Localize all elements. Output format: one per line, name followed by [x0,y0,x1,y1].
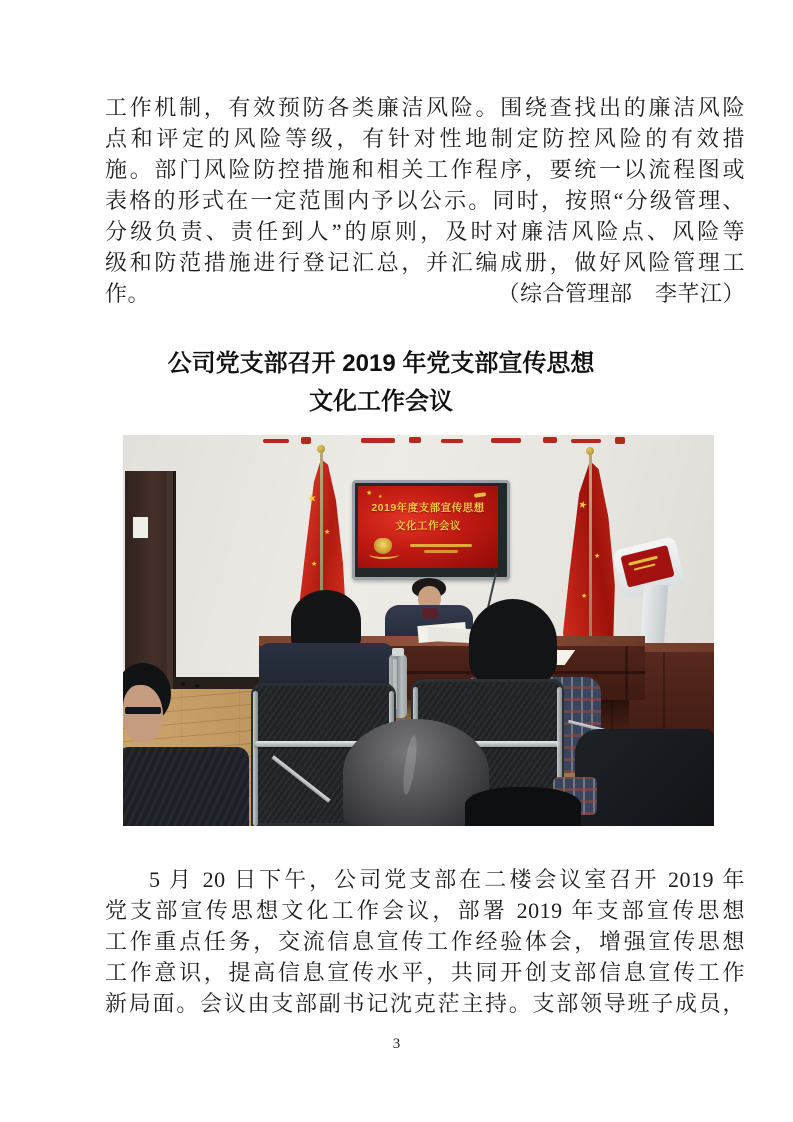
wall-tv [352,480,510,580]
flag-star-icon: ★ [324,528,331,536]
flag-star-icon: ★ [305,490,319,507]
banner-fragment [491,438,521,443]
left-attendee-jacket [123,747,249,826]
slide-subtitle-bar [424,550,458,553]
tv-slide-title-line2: 文化工作会议 [395,520,461,532]
banner-fragment [571,439,601,443]
body-line: 分级负责、责任到人”的原则，及时对廉洁风险点、风险等 [105,219,745,244]
previous-article-paragraph [105,0,745,309]
body-last-line [105,278,745,309]
flag-star-icon: ★ [581,592,588,600]
slide-star-icon: ★ [366,489,373,497]
body-line: 工作重点任务，交流信息宣传工作经验体会，增强宣传思想 [105,929,745,954]
tv-screen [358,486,498,568]
kiosk-text-bar [634,563,656,570]
body-line: 党支部宣传思想文化工作会议，部署 2019 年支部宣传思想 [105,898,745,923]
floor-mark [195,684,199,688]
last-line-text: 作。 [105,281,151,306]
left-attendee-face [123,685,163,743]
body-line: 点和评定的风险等级，有针对性地制定防控风险的有效措 [105,126,745,151]
emblem-swoosh [369,550,399,559]
flag-star-icon: ★ [594,552,601,560]
banner-fragment [409,437,421,443]
meeting-photo [123,435,714,826]
page-number: 3 [392,1036,401,1052]
door-sign [133,517,148,538]
body-line: 5 月 20 日下午，公司党支部在二楼会议室召开 2019 年 [149,867,745,892]
body-line: 级和防范措施进行登记汇总，并汇编成册，做好风险管理工 [105,250,745,275]
slide-star-icon: ★ [378,494,383,500]
water-bottle-cap [392,648,404,656]
bottom-attendee-head [465,787,581,826]
body-line: 新局面。会议由支部副书记沈克茫主持。支部领导班子成员， [105,991,745,1016]
banner-fragment [441,439,463,443]
flag-star-icon: ★ [577,499,589,512]
byline: （综合管理部 李芊江） [497,281,745,306]
slide-subtitle-bar [410,544,472,547]
body-line: 表格的形式在一定范围内予以公示。同时，按照“分级管理、 [105,188,745,213]
banner-fragment [263,439,289,443]
kiosk-display [620,545,674,588]
flag-finial-right [586,447,594,455]
flag-finial-left [317,445,325,453]
page-content [105,0,745,1019]
slide-decoration [474,492,486,498]
article-title-line2: 文化工作会议 [309,388,453,415]
speech-papers [428,627,473,643]
body-line: 工作意识，提高信息宣传水平，共同开创支部信息宣传工作 [105,960,745,985]
article-body-paragraph [105,864,745,1019]
floor-mark [181,682,185,686]
body-line: 工作机制，有效预防各类廉洁风险。围绕查找出的廉洁风险 [105,95,745,120]
article-title-line1: 公司党支部召开 2019 年党支部宣传思想 [167,350,595,377]
body-line: 施。部门风险防控措施和相关工作程序，要统一以流程图或 [105,157,745,182]
flag-star-icon: ★ [311,560,318,568]
tv-slide-title-line1: 2019年度支部宣传思想 [371,502,485,514]
banner-fragment [615,437,625,444]
banner-fragment [361,438,395,443]
attendee-hair [469,599,557,685]
banner-fragment [543,437,557,443]
speaker-collar [422,608,438,619]
banner-fragment [301,437,311,444]
glasses [125,707,161,714]
article-title [105,345,745,421]
